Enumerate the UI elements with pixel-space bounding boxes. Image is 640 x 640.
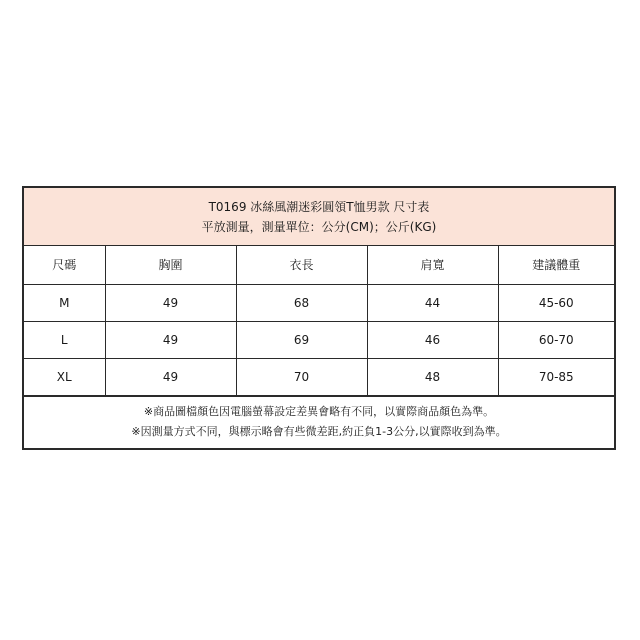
table-cell-length: 70: [236, 358, 367, 395]
chart-title: T0169 冰絲風潮迷彩圓領T恤男款 尺寸表: [208, 199, 430, 214]
chart-subtitle: 平放測量，測量單位：公分(CM)；公斤(KG): [201, 219, 437, 234]
table-header-row: [24, 246, 614, 284]
column-header-size: 尺碼: [24, 246, 105, 284]
note-line: ※商品圖檔顏色因電腦螢幕設定差異會略有不同，以實際商品顏色為準。: [143, 405, 495, 418]
column-header-chest: 胸圍: [105, 246, 236, 284]
size-chart: [22, 186, 616, 450]
table-cell-shoulder: 46: [367, 321, 498, 358]
notes: [24, 396, 614, 448]
table-cell-length: 69: [236, 321, 367, 358]
table-cell-shoulder: 48: [367, 358, 498, 395]
table-cell-size: M: [24, 284, 105, 321]
table-cell-weight: 70-85: [498, 358, 614, 395]
table-cell-chest: 49: [105, 284, 236, 321]
table-cell-chest: 49: [105, 358, 236, 395]
table-cell-size: XL: [24, 358, 105, 395]
table-row: [24, 358, 614, 395]
column-header-weight: 建議體重: [498, 246, 614, 284]
note-line: ※因測量方式不同，與標示略會有些微差距,約正負1-3公分,以實際收到為準。: [131, 425, 507, 438]
table-row: [24, 321, 614, 358]
table-cell-chest: 49: [105, 321, 236, 358]
column-header-shoulder: 肩寬: [367, 246, 498, 284]
table-cell-size: L: [24, 321, 105, 358]
column-header-length: 衣長: [236, 246, 367, 284]
size-table: [24, 246, 614, 396]
table-cell-length: 68: [236, 284, 367, 321]
table-row: [24, 284, 614, 321]
table-cell-shoulder: 44: [367, 284, 498, 321]
table-cell-weight: 45-60: [498, 284, 614, 321]
table-cell-weight: 60-70: [498, 321, 614, 358]
chart-header: [24, 188, 614, 246]
